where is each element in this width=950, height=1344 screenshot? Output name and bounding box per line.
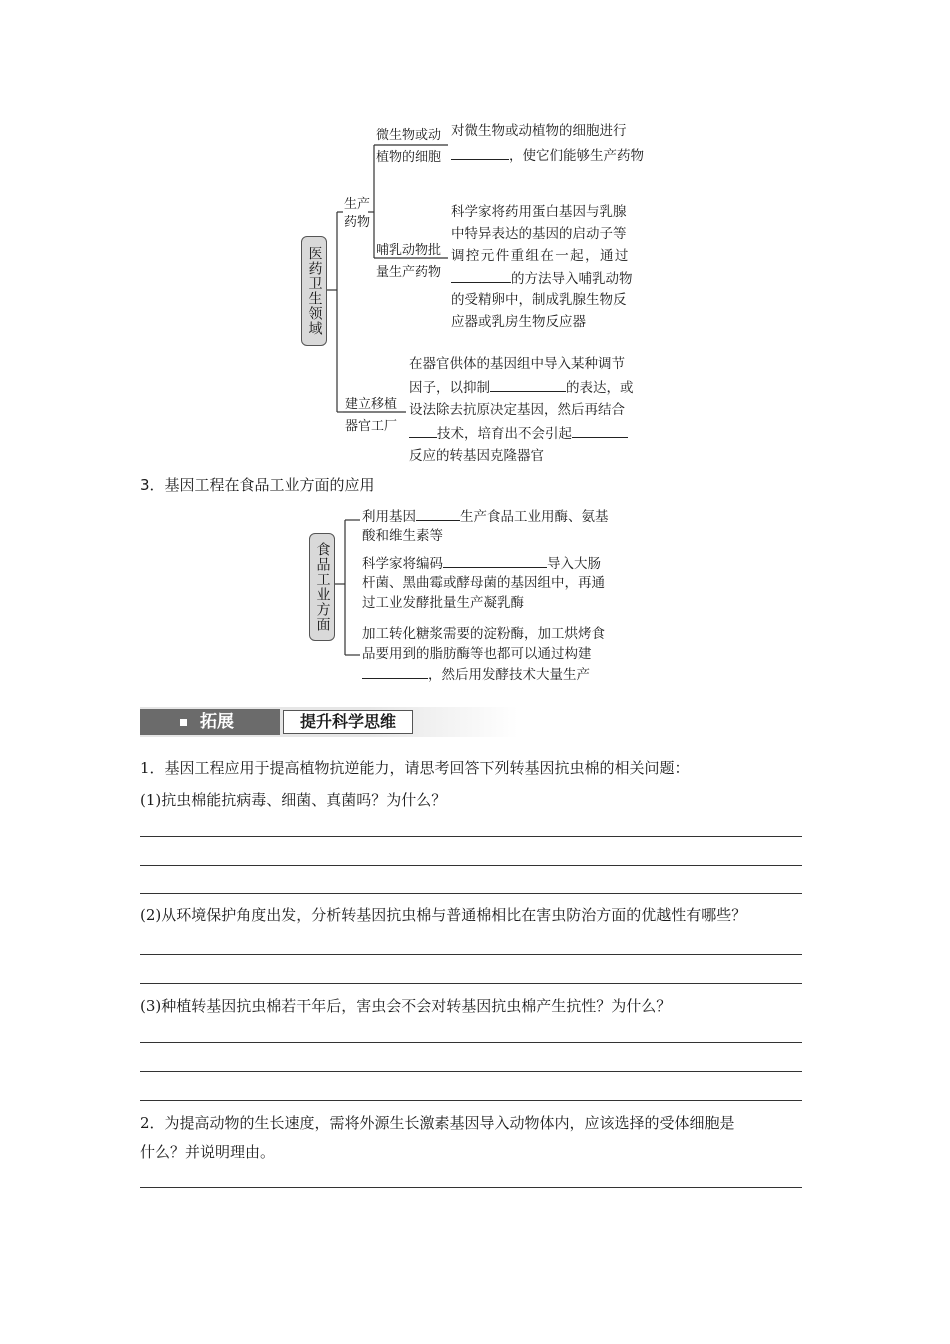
q1-sub2: (2)从环境保护角度出发，分析转基因抗虫棉与普通棉相比在害虫防治方面的优越性有哪些？ xyxy=(140,906,747,924)
answer-line[interactable] xyxy=(140,1042,802,1043)
q2-line1: 2．为提高动物的生长速度，需将外源生长激素基因导入动物体内，应该选择的受体细胞是 xyxy=(140,1114,735,1132)
mammal-desc-line5: 的受精卵中，制成乳腺生物反 xyxy=(451,292,627,308)
food-industry-box xyxy=(309,533,335,641)
food-item3-line3: ，然后用发酵技术大量生产 xyxy=(362,665,590,685)
organ-desc-line1: 在器官供体的基因组中导入某种调节 xyxy=(409,356,625,372)
food-item3-line2: 品要用到的脂肪酶等也都可以通过构建 xyxy=(362,646,592,662)
square-bullet-icon xyxy=(180,719,187,726)
food-item1-line1: 利用基因 生产食品工业用酶、氨基 xyxy=(362,509,609,525)
mammal-desc-line4: 的方法导入哺乳动物 xyxy=(451,269,633,289)
mammal-desc-line2: 中特异表达的基因的启动子等 xyxy=(451,226,627,242)
organ-label-line1: 建立移植 xyxy=(345,397,398,412)
micro-label-line2: 植物的细胞 xyxy=(376,150,442,165)
mammal-desc-line1: 科学家将药用蛋白基因与乳腺 xyxy=(451,204,627,220)
mammal-desc-line6: 应器或乳房生物反应器 xyxy=(451,314,586,330)
mammal-desc-line3: 调控元件重组在一起，通过 xyxy=(451,248,630,264)
q1-intro: 1．基因工程应用于提高植物抗逆能力，请思考回答下列转基因抗虫棉的相关问题： xyxy=(140,759,690,777)
mammal-label-line1: 哺乳动物批 xyxy=(376,243,442,258)
micro-desc-line1: 对微生物或动植物的细胞进行 xyxy=(451,123,627,139)
organ-desc-line2: 因子，以抑制 的表达，或 xyxy=(409,380,634,396)
q1-sub3: (3)种植转基因抗虫棉若干年后，害虫会不会对转基因抗虫棉产生抗性？为什么？ xyxy=(140,997,672,1015)
micro-label-line1: 微生物或动 xyxy=(376,128,442,143)
food-item3-line1: 加工转化糖浆需要的淀粉酶，加工烘烤食 xyxy=(362,626,605,642)
answer-line[interactable] xyxy=(140,1187,802,1188)
micro-desc-line2: ，使它们能够生产药物 xyxy=(451,146,644,166)
food-item1-line2: 酸和维生素等 xyxy=(362,528,443,544)
food-item2-line3: 过工业发酵批量生产凝乳酶 xyxy=(362,595,524,611)
organ-label-line2: 器官工厂 xyxy=(345,419,398,434)
fill-blank xyxy=(416,507,460,521)
section3-title: 3．基因工程在食品工业方面的应用 xyxy=(140,476,375,494)
answer-line[interactable] xyxy=(140,865,802,866)
organ-desc-line4: 技术，培育出不会引起 xyxy=(409,424,628,444)
banner-title: 提升科学思维 xyxy=(283,710,413,734)
fill-blank xyxy=(362,665,428,679)
q1-sub1: (1)抗虫棉能抗病毒、细菌、真菌吗？为什么？ xyxy=(140,791,447,809)
organ-desc-line5: 反应的转基因克隆器官 xyxy=(409,448,544,464)
fill-blank xyxy=(443,554,547,568)
answer-line[interactable] xyxy=(140,983,802,984)
banner-tag: 拓展 xyxy=(140,709,280,735)
answer-line[interactable] xyxy=(140,893,802,894)
organ-desc-line3: 设法除去抗原决定基因，然后再结合 xyxy=(409,402,625,418)
mammal-label-line2: 量生产药物 xyxy=(376,265,442,280)
drug-production-label: 生产药物 xyxy=(344,197,371,230)
medical-field-label: 医药卫生领域 xyxy=(306,246,323,336)
answer-line[interactable] xyxy=(140,954,802,955)
food-item2-line2: 杆菌、黑曲霉或酵母菌的基因组中，再通 xyxy=(362,575,605,591)
food-item2-line1: 科学家将编码 导入大肠 xyxy=(362,556,601,572)
food-industry-label: 食品工业方面 xyxy=(314,542,331,632)
answer-line[interactable] xyxy=(140,1100,802,1101)
q2-line2: 什么？并说明理由。 xyxy=(140,1143,276,1161)
answer-line[interactable] xyxy=(140,836,802,837)
answer-line[interactable] xyxy=(140,1071,802,1072)
